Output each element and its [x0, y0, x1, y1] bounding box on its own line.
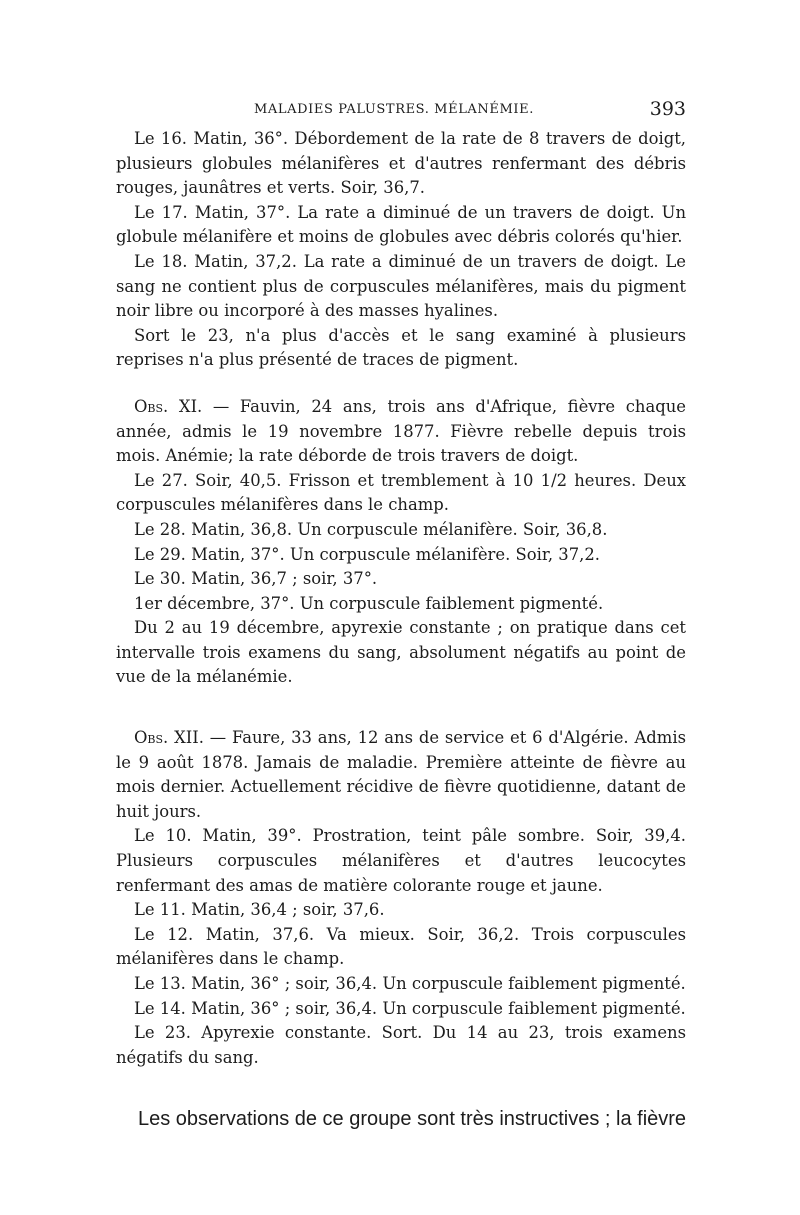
running-head: [116, 98, 686, 122]
paragraph-discharge: Sort le 23, n'a plus d'accès et le sang examiné à plusieurs reprises n'a plus présenté de traces de pigment.: [116, 325, 686, 370]
paragraph-day-16: Le 16. Matin, 36°. Débordement de la rate de 8 travers de doigt, plusieurs globules mélanifères et d'autres renfermant des débris rouges, jaunâtres et verts. Soir, 36,7.: [116, 129, 686, 198]
body-text: [116, 127, 686, 1070]
observation-xi-entry: Le 27. Soir, 40,5. Frisson et tremblement à 10 1/2 heures. Deux corpuscules mélanifères dans le champ.: [116, 470, 686, 515]
observation-xii-entry: Le 13. Matin, 36° ; soir, 36,4. Un corpuscule faiblement pigmenté.: [134, 974, 686, 993]
paragraph-day-17: Le 17. Matin, 37°. La rate a diminué de un travers de doigt. Un globule mélanifère et moins de globules avec débris colorés qu'hier.: [116, 202, 686, 247]
observation-xii-entry: Le 12. Matin, 37,6. Va mieux. Soir, 36,2. Trois corpuscules mélanifères dans le champ.: [116, 924, 686, 969]
observation-xi-entry: Le 30. Matin, 36,7 ; soir, 37°.: [134, 569, 378, 589]
paragraph-day-18: Le 18. Matin, 37,2. La rate a diminué de un travers de doigt. Le sang ne contient plus de corpuscules mélanifères, mais du pigment noir libre ou incorporé à des masses hyalines.: [116, 251, 686, 321]
observation-xi-entry: Du 2 au 19 décembre, apyrexie constante ; on pratique dans cet intervalle trois examens du sang, absolument négatifs au point de vue de la mélanémie.: [116, 618, 686, 687]
observation-xi-entry: Le 29. Matin, 37°. Un corpuscule mélanifère. Soir, 37,2.: [134, 544, 600, 564]
observation-xii-entry: Le 23. Apyrexie constante. Sort. Du 14 au 23, trois examens négatifs du sang.: [116, 1023, 686, 1067]
observation-xi-text: — Fauvin, 24 ans, trois ans d'Afrique, fièvre chaque année, admis le 19 novembre 1877. Fièvre rebelle depuis trois mois. Anémie; la rate déborde de trois travers de doigt.: [116, 396, 686, 466]
observation-xi-label: Obs. XI.: [134, 396, 203, 416]
observation-xii-label: Obs. XII.: [134, 728, 204, 748]
closing-line: Les observations de ce groupe sont très instructives ; la fièvre: [138, 1108, 686, 1130]
running-title: MALADIES PALUSTRES. MÉLANÉMIE.: [254, 102, 534, 117]
observation-xii-intro: [116, 726, 686, 824]
observation-xii-entry: Le 10. Matin, 39°. Prostration, teint pâle sombre. Soir, 39,4. Plusieurs corpuscules mélanifères et d'autres leucocytes renfermant des amas de matière colorante rouge et jaune.: [116, 826, 686, 895]
page-number: 393: [649, 98, 686, 120]
observation-xi-entry: Le 28. Matin, 36,8. Un corpuscule mélanifère. Soir, 36,8.: [134, 519, 608, 539]
observation-xi-intro: [116, 395, 686, 469]
observation-xii-text: — Faure, 33 ans, 12 ans de service et 6 d'Algérie. Admis le 9 août 1878. Jamais de maladie. Première atteinte de fièvre au mois dernier. Actuellement récidive de fièvre quotidienne, datant de huit jours.: [116, 728, 686, 821]
observation-xi-entry: 1er décembre, 37°. Un corpuscule faiblement pigmenté.: [134, 593, 604, 613]
observation-xii-entry: Le 11. Matin, 36,4 ; soir, 37,6.: [134, 900, 385, 920]
observation-xii-entry: Le 14. Matin, 36° ; soir, 36,4. Un corpuscule faiblement pigmenté.: [134, 998, 686, 1018]
